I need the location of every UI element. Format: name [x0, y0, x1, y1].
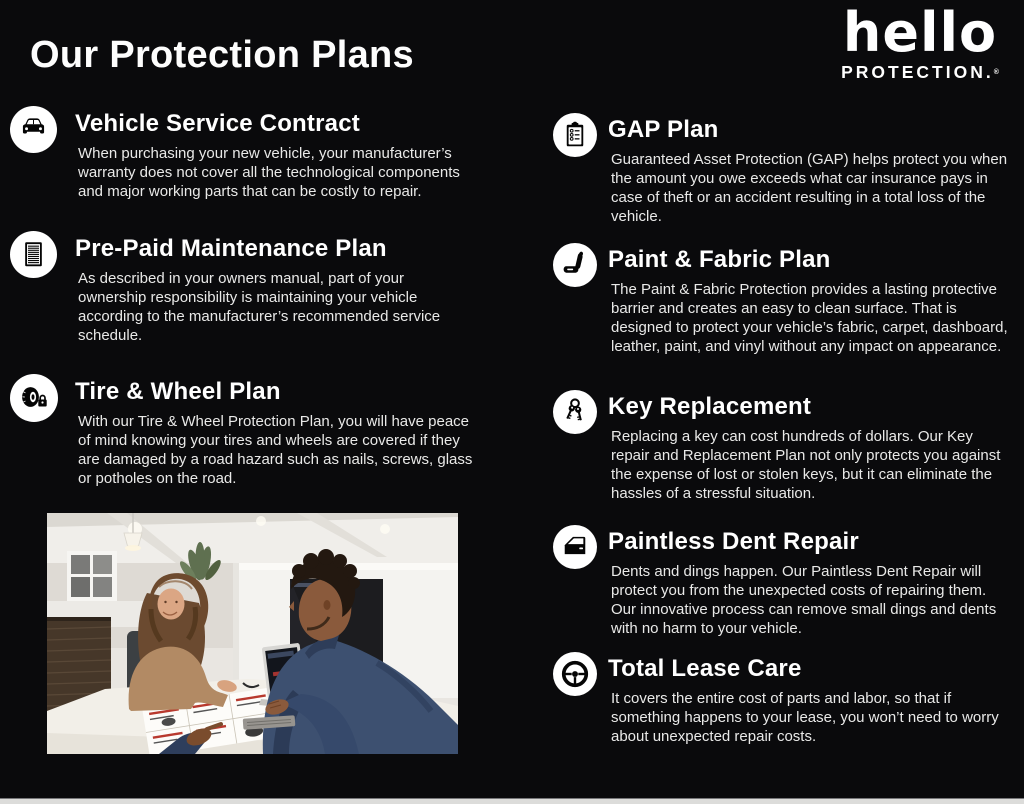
plan-description: It covers the entire cost of parts and labor, so that if something happens to your lease, you won’t need to worry about unexpected repair costs. [611, 690, 999, 745]
plan-title: Total Lease Care [608, 655, 802, 682]
page-bottom-edge [0, 798, 1024, 804]
plan-description: As described in your owners manual, part of your ownership responsibility is maintaining your vehicle according to the manufacturer’s recommended service schedule. [78, 270, 441, 344]
plan-total-lease-care [608, 655, 1014, 747]
plan-description: Guaranteed Asset Protection (GAP) helps protect you when the amount you owe exceeds what car insurance pays in case of theft or an accident resulting in a total loss of the vehicle. [611, 151, 1008, 225]
plan-title: Paintless Dent Repair [608, 528, 859, 555]
clipboard-checklist-icon [553, 113, 597, 157]
plan-title: Key Replacement [608, 393, 812, 420]
tire-lock-icon [10, 374, 58, 422]
plan-title: GAP Plan [608, 116, 719, 143]
plan-title: Pre-Paid Maintenance Plan [75, 235, 387, 262]
car-door-icon [553, 525, 597, 569]
plan-description: The Paint & Fabric Protection provides a lasting protective barrier and creates an easy to clean surface. That is designed to protect your vehicle’s fabric, carpet, dashboard, leather, paint, and vinyl without any impact on appearance. [611, 281, 1008, 355]
car-seat-icon [553, 243, 597, 287]
plan-title: Tire & Wheel Plan [75, 378, 281, 405]
logo-subtext-text: PROTECTION. [841, 62, 994, 83]
plan-description: When purchasing your new vehicle, your manufacturer’s warranty does not cover all the technological components and major working parts that can be costly to repair. [78, 145, 460, 200]
logo-subtext [830, 62, 1010, 83]
plan-paintless-dent-repair [608, 528, 1014, 639]
plan-title: Paint & Fabric Plan [608, 246, 831, 273]
car-icon [10, 106, 57, 153]
plan-title: Vehicle Service Contract [75, 110, 360, 137]
brand-logo [830, 1, 1010, 83]
plan-key-replacement [608, 393, 1014, 504]
steering-wheel-icon [553, 652, 597, 696]
plan-vehicle-service-contract [75, 110, 473, 202]
page-title: Our Protection Plans [30, 34, 414, 76]
plan-description: With our Tire & Wheel Protection Plan, you will have peace of mind knowing your tires and wheels are covered if they are damaged by a road hazard such as nails, screws, glass or potholes on the road. [78, 413, 473, 487]
plan-description: Dents and dings happen. Our Paintless Dent Repair will protect you from the unexpected costs of repairing them. Our innovative process can remove small dings and dents with no harm to your vehicle. [611, 563, 997, 637]
plan-tire-wheel [75, 378, 473, 489]
owners-manual-icon [10, 231, 57, 278]
keys-icon [553, 390, 597, 434]
logo-wordmark: hello [842, 1, 998, 64]
plan-gap [608, 116, 1014, 227]
dealership-consultation-photo [47, 513, 458, 754]
registered-mark: ® [993, 69, 999, 77]
plan-paint-fabric [608, 246, 1014, 357]
plan-description: Replacing a key can cost hundreds of dollars. Our Key repair and Replacement Plan not only protects you against the expense of lost or stolen keys, but it can eliminate the hassles of a stressful situation. [611, 428, 1001, 502]
plan-pre-paid-maintenance [75, 235, 473, 346]
